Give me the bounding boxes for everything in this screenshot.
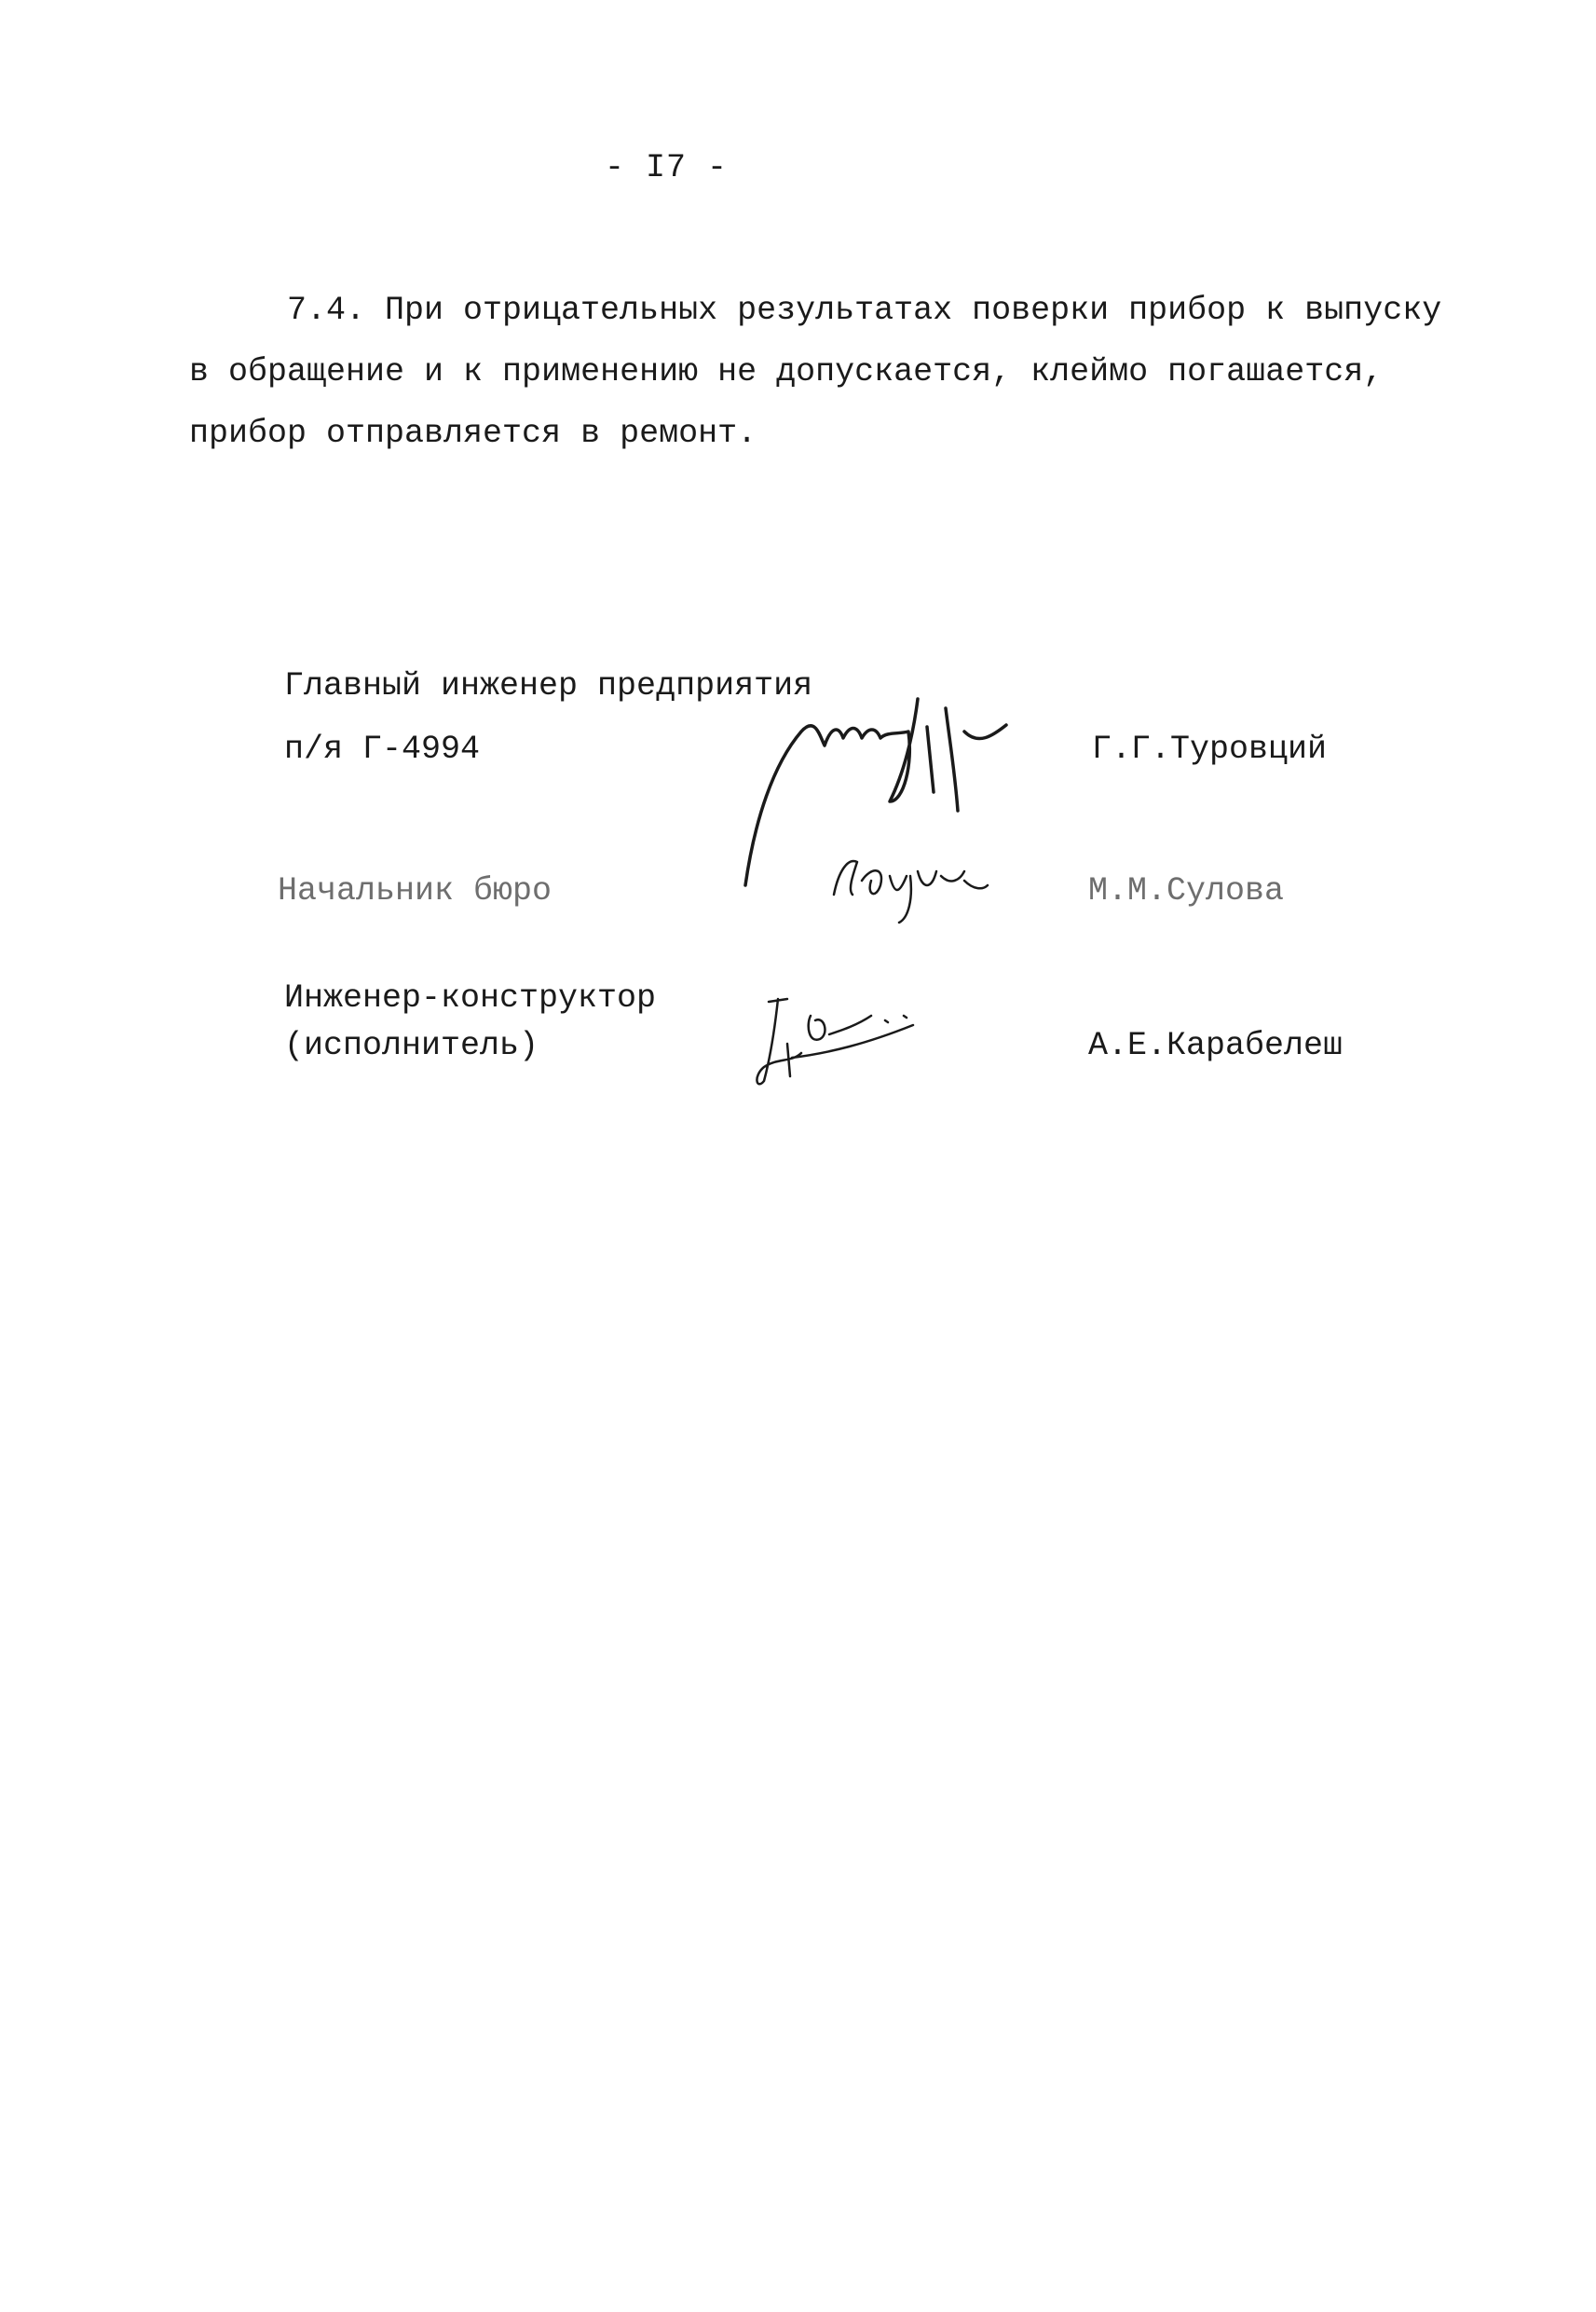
paragraph-line: 7.4. При отрицательных результатах поверки прибор к выпуску <box>287 292 1442 329</box>
bureau-head-title: Начальник бюро <box>278 872 552 910</box>
design-engineer-signature <box>736 988 941 1100</box>
paragraph-line: в обращение и к применению не допускается, клеймо погашается, <box>189 353 1384 390</box>
design-engineer-role: (исполнитель) <box>284 1027 539 1064</box>
chief-engineer-org: п/я Г-4994 <box>284 731 481 768</box>
bureau-head-signature <box>825 843 1011 927</box>
design-engineer-name: А.Е.Карабелеш <box>1088 1027 1344 1064</box>
bureau-head-name: М.М.Сулова <box>1088 872 1285 910</box>
page-number: - I7 - <box>604 149 729 186</box>
paragraph-line: прибор отправляется в ремонт. <box>189 415 757 452</box>
paragraph-7-4 <box>189 280 1442 464</box>
chief-engineer-name: Г.Г.Туровций <box>1092 731 1328 768</box>
chief-engineer-title: Главный инженер предприятия <box>284 667 813 705</box>
design-engineer-title: Инженер-конструктор <box>284 979 657 1017</box>
